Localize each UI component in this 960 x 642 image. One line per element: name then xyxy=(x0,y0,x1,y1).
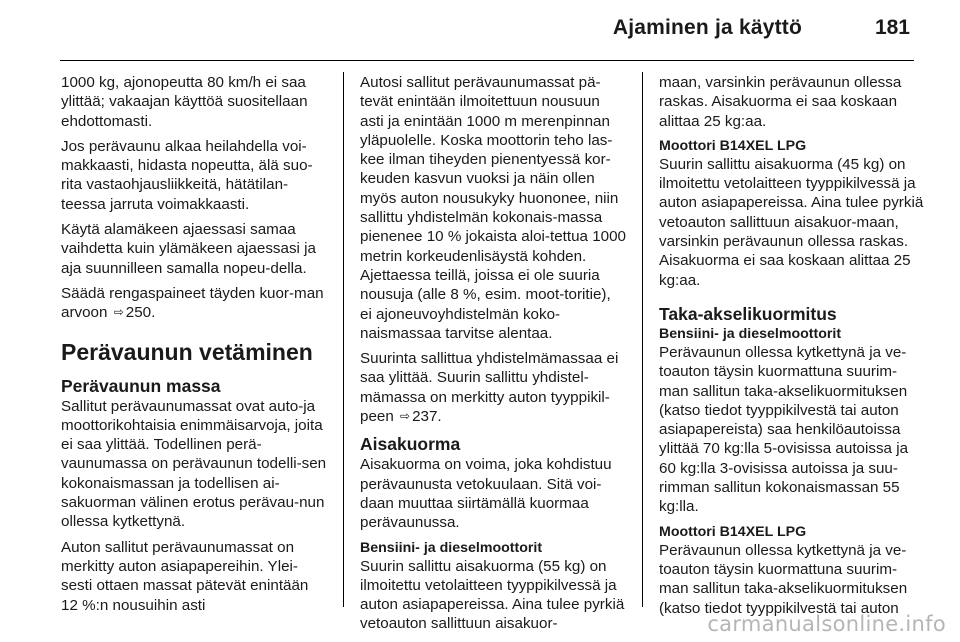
paragraph xyxy=(61,284,327,323)
paragraph: Käytä alamäkeen ajaessasi samaa vaihdetta kuin ylämäkeen ajaessasi ja aja suunnilleen samalla nopeu-della. xyxy=(61,221,316,277)
paragraph-text: Säädä rengaspaineet täyden kuor-man arvoon xyxy=(61,284,324,322)
running-header-title: Ajaminen ja käyttö xyxy=(612,16,802,39)
arrow-right-icon: ⇨ xyxy=(400,409,411,424)
column-divider-1 xyxy=(343,72,344,607)
watermark: carmanualsonline.info xyxy=(707,612,946,636)
paragraph: Suurin sallittu aisakuorma (55 kg) on ilmoitettu vetolaitteen tyyppikilvessä ja auton asiapapereissa. Aina tulee pyrkiä vetoauton sallittuun aisakuor- xyxy=(360,557,625,633)
paragraph-text: Suurinta sallittua yhdistelmämassaa ei saa ylittää. Suurin sallittu yhdistel-mämassa on merkitty auton tyyppikil-peen xyxy=(360,350,619,426)
section-heading: Perävaunun vetäminen xyxy=(61,338,313,365)
paragraph: Autosi sallitut perävaunumassat pä-tevät enintään ilmoitettuun nousuun asti ja enintään 1000 m merenpinnan yläpuolelle. Koska moottorin teho las-kee ilman tiheyden pienentyessä kor-keuden kasvun vuoksi ja näin ollen myös auton nousukyky huononee, niin sallittu yhdistelmän kokonais-massa pienenee 10 % jokaista aloi-tettua 1000 metrin korkeudenlisäystä kohden. Ajettaessa teillä, joissa ei ole suuria nousuja (alle 8 %, esim. moot-toritie), ei ajoneuvoyhdistelmän koko-naismassaa tarvitse alentaa. xyxy=(360,74,626,342)
subsection-heading: Perävaunun massa xyxy=(61,375,221,396)
arrow-right-icon: ⇨ xyxy=(113,305,124,320)
text-column-2 xyxy=(360,73,626,634)
paragraph: Perävaunun ollessa kytkettynä ja ve-toauton täysin kuormattuna suurim-man sallitun taka-akselikuormituksen (katso tiedot tyyppikilvestä tai auton xyxy=(659,541,908,617)
paragraph xyxy=(360,349,626,426)
paragraph: Jos perävaunu alkaa heilahdella voi-makkaasti, hidasta nopeutta, älä suo-rita vastaohjausliikkeitä, hätätilan-teessa jarruta voimakkaasti. xyxy=(61,137,313,213)
page-number: 181 xyxy=(874,16,910,39)
paragraph: Sallitut perävaunumassat ovat auto-ja moottorikohtaisia enimmäisarvoja, joita ei saa ylittää. Todellinen perä-vaunumassa on perävaunun todelli-sen kokonaismassan ja todellisen ai-sakuorman välinen erotus perävau-nun ollessa kytkettynä. xyxy=(61,397,327,531)
paragraph: Perävaunun ollessa kytkettynä ja ve-toauton täysin kuormattuna suurim-man sallitun taka-akselikuormituksen (katso tiedot tyyppikilvestä tai auton asiapapereista) saa henkilöautoissa ylittää 70 kg:lla 5-ovisissa autoissa ja 60 kg:lla 3-ovisissa autoissa ja suu-rimman sallitun kokonaismassan 55 kg:lla. xyxy=(659,343,909,516)
header-divider xyxy=(60,60,914,61)
page-reference[interactable] xyxy=(112,304,156,321)
subsection-heading: Aisakuorma xyxy=(360,434,461,455)
minor-heading: Moottori B14XEL LPG xyxy=(659,137,807,154)
paragraph: 1000 kg, ajonopeutta 80 km/h ei saa ylittää; vakaajan käyttöä suositellaan ehdottomasti. xyxy=(61,74,308,130)
minor-heading: Bensiini- ja dieselmoottorit xyxy=(659,325,842,342)
paragraph: maan, varsinkin perävaunun ollessa raskas. Aisakuorma ei saa koskaan alittaa 25 kg:aa. xyxy=(659,74,902,130)
subsection-heading: Taka-akselikuormitus xyxy=(659,303,837,324)
paragraph: Aisakuorma on voima, joka kohdistuu perävaunusta vetokuulaan. Sitä voi-daan muuttaa siirtämällä kuormaa perävaunussa. xyxy=(360,456,612,532)
minor-heading: Moottori B14XEL LPG xyxy=(659,523,807,540)
minor-heading: Bensiini- ja dieselmoottorit xyxy=(360,539,543,556)
page-reference[interactable] xyxy=(398,408,442,425)
text-column-3 xyxy=(659,73,925,618)
paragraph: Auton sallitut perävaunumassat on merkitty auton asiapapereihin. Ylei-sesti ottaen massat pätevät enintään 12 %:n nousuihin asti xyxy=(61,538,309,614)
page-reference-number: 237. xyxy=(412,408,442,426)
column-divider-2 xyxy=(642,72,643,607)
text-column-1 xyxy=(61,73,327,621)
paragraph: Suurin sallittu aisakuorma (45 kg) on ilmoitettu vetolaitteen tyyppikilvessä ja auton asiapapereissa. Aina tulee pyrkiä vetoauton sallittuun aisakuor-maan, varsinkin perävaunun ollessa raskas. Aisakuorma ei saa koskaan alittaa 25 kg:aa. xyxy=(659,155,924,289)
page-reference-number: 250. xyxy=(125,304,156,322)
